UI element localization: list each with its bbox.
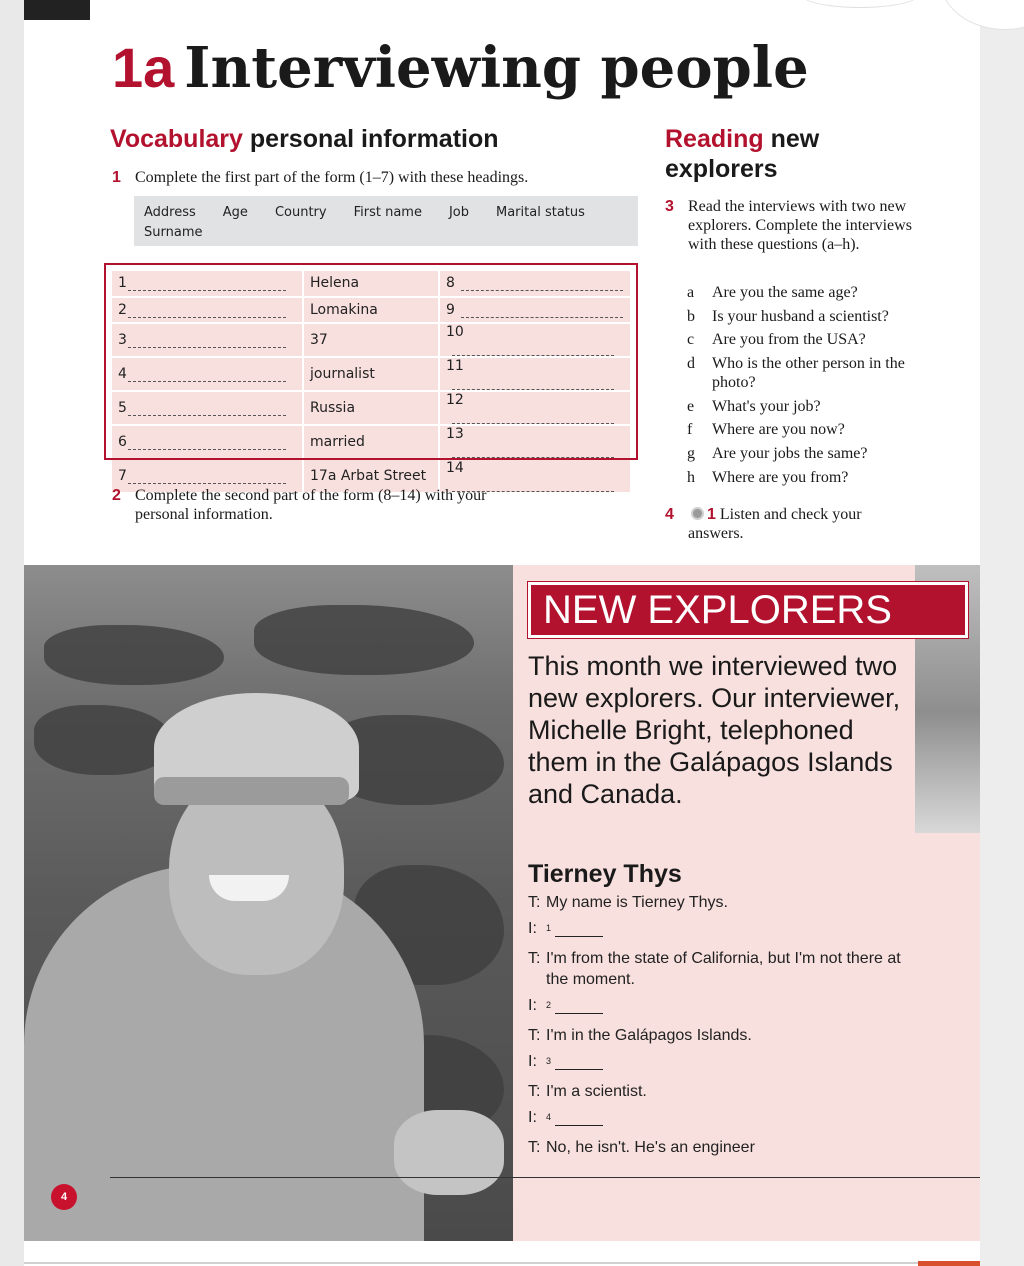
answer-line[interactable] (461, 304, 623, 318)
question-item (687, 444, 927, 463)
exercise-number: 2 (112, 487, 121, 504)
answer-line[interactable] (461, 277, 623, 291)
form-row (112, 426, 630, 458)
article-intro: This month we interviewed two new explorers. Our interviewer, Michelle Bright, telephoned them in the Galápagos Islands and Canada. (528, 651, 901, 809)
exercise-instruction (688, 505, 915, 543)
reading-heading-topic-2: explorers (665, 155, 778, 183)
page-title (112, 35, 809, 101)
question-text: What's your job? (712, 397, 821, 415)
photo-cap-brim (154, 777, 349, 805)
row-number: 1 (118, 275, 127, 292)
question-letter: c (687, 331, 695, 349)
question-letter: h (687, 468, 695, 486)
row-number: 3 (118, 332, 127, 348)
form-row (112, 324, 630, 356)
reading-heading-red: Reading (665, 125, 764, 153)
exercise-number: 4 (665, 506, 674, 523)
row-number: 5 (118, 400, 127, 416)
vocabulary-heading-topic: personal information (249, 125, 499, 153)
heading-word: Surname (144, 225, 203, 240)
page-bottom-edge (24, 1262, 980, 1264)
form-row (112, 271, 630, 296)
form-row (112, 392, 630, 424)
answer-line[interactable] (128, 470, 286, 484)
answer-line[interactable] (128, 304, 286, 318)
answer-line[interactable] (452, 376, 614, 390)
row-number: 4 (118, 366, 127, 382)
question-letter: a (687, 284, 695, 301)
answer-line[interactable] (128, 368, 286, 382)
question-text: Are you from the USA? (712, 331, 866, 349)
audio-cd-icon[interactable] (691, 507, 704, 520)
exercise-text: Listen and check your answers. (688, 506, 862, 542)
row-number: 10 (446, 324, 464, 340)
exercise-4 (665, 505, 915, 543)
exercise-instruction: Complete the first part of the form (1–7) with these headings. (135, 169, 529, 186)
question-item (687, 468, 927, 487)
row-number: 6 (118, 434, 127, 450)
question-text: Where are you now? (712, 421, 845, 439)
form-value: Russia (304, 392, 438, 424)
form-value: Helena (304, 271, 438, 296)
page-number: 4 (51, 1184, 77, 1210)
answer-gap[interactable] (555, 1004, 603, 1014)
dialogue-text: I'm in the Galápagos Islands. (546, 1027, 752, 1044)
question-letter: e (687, 397, 695, 415)
heading-word: Age (222, 205, 248, 220)
dialogue-text: I'm from the state of California, but I'm not there at the moment. (546, 950, 901, 988)
heading-word: Country (274, 205, 327, 220)
exercise-instruction: Read the interviews with two new explorers. Complete the interviews with these questions (a–h). (688, 198, 912, 253)
form-heading-slot (112, 392, 302, 424)
form-answer-slot (440, 358, 630, 390)
gap-number: 1 (546, 923, 552, 933)
form-heading-slot (112, 271, 302, 296)
exercise-number: 3 (665, 198, 674, 215)
form-heading-slot (112, 298, 302, 323)
photo-rock (254, 605, 474, 675)
exercise-instruction: Complete the second part of the form (8–14) with your personal information. (135, 487, 487, 523)
heading-word: Marital status (496, 205, 585, 220)
reading-heading (665, 124, 885, 184)
dialogue-text: My name is Tierney Thys. (546, 894, 728, 911)
row-number: 7 (118, 468, 127, 484)
speaker-label: I: (528, 1109, 537, 1126)
dialogue-line (528, 1051, 908, 1076)
photo-rock (34, 705, 174, 775)
answer-gap[interactable] (555, 1060, 603, 1070)
gap-number: 3 (546, 1056, 552, 1066)
headings-word-box (134, 196, 638, 246)
question-letter: g (687, 445, 695, 463)
question-list (687, 283, 927, 492)
row-number: 9 (446, 301, 455, 318)
answer-line[interactable] (128, 334, 286, 348)
speaker-label: T: (528, 894, 541, 911)
vocabulary-heading (110, 124, 499, 154)
speaker-label: I: (528, 997, 537, 1014)
speaker-label: T: (528, 1083, 541, 1100)
lesson-code: 1a (112, 36, 175, 99)
question-text: Are your jobs the same? (712, 445, 868, 463)
row-number: 8 (446, 275, 455, 292)
question-letter: f (687, 421, 693, 439)
heading-word: First name (353, 205, 422, 220)
heading-word: Job (448, 205, 469, 220)
form-row (112, 298, 630, 323)
right-margin (980, 0, 1024, 1266)
question-item (687, 307, 927, 326)
row-number: 13 (446, 426, 464, 442)
dialogue-line (528, 1081, 908, 1102)
row-number: 2 (118, 301, 127, 318)
reading-heading-topic-1: new (770, 125, 820, 153)
form-row (112, 358, 630, 390)
article-banner: NEW EXPLORERS (528, 582, 968, 638)
row-number: 14 (446, 460, 464, 476)
answer-line[interactable] (128, 402, 286, 416)
answer-line[interactable] (452, 342, 614, 356)
divider (110, 1177, 980, 1178)
dialogue-line (528, 892, 908, 913)
question-text: Is your husband a scientist? (712, 307, 889, 325)
question-item (687, 397, 927, 416)
form-answer-slot (440, 271, 630, 296)
photo-hand (394, 1110, 504, 1195)
answer-line[interactable] (452, 444, 614, 458)
question-text: Where are you from? (712, 468, 849, 486)
personal-info-form (104, 263, 638, 484)
interview-dialogue (528, 892, 908, 1163)
gap-number: 4 (546, 1112, 552, 1122)
answer-line[interactable] (128, 277, 286, 291)
form-answer-slot (440, 324, 630, 356)
form-value: 17a Arbat Street (304, 460, 438, 492)
form-answer-slot (440, 392, 630, 424)
dialogue-line (528, 1107, 908, 1132)
question-item (687, 330, 927, 349)
question-item (687, 420, 927, 439)
form-heading-slot (112, 324, 302, 356)
interviewee-name: Tierney Thys (528, 860, 682, 888)
answer-gap[interactable] (555, 927, 603, 937)
question-letter: b (687, 307, 695, 325)
page-bottom-tab (918, 1261, 980, 1266)
photo-rock (44, 625, 224, 685)
form-answer-slot (440, 426, 630, 458)
question-text: Are you the same age? (712, 284, 858, 301)
speaker-label: T: (528, 1139, 541, 1156)
dialogue-line (528, 918, 908, 943)
gap-number: 2 (546, 1000, 552, 1010)
question-text: Who is the other person in the photo? (712, 355, 905, 392)
speaker-label: I: (528, 920, 537, 937)
form-value: married (304, 426, 438, 458)
heading-word: Address (144, 205, 196, 220)
form-value: journalist (304, 358, 438, 390)
speaker-label: I: (528, 1053, 537, 1070)
speaker-label: T: (528, 950, 541, 967)
speaker-label: T: (528, 1027, 541, 1044)
row-number: 11 (446, 358, 464, 374)
exercise-3 (665, 197, 915, 254)
form-value: Lomakina (304, 298, 438, 323)
dialogue-line (528, 1025, 908, 1046)
question-item (687, 354, 927, 392)
explorer-photo (24, 565, 513, 1241)
dialogue-text: I'm a scientist. (546, 1083, 647, 1100)
answer-line[interactable] (128, 436, 286, 450)
exercise-2 (112, 486, 532, 524)
lesson-title: Interviewing people (184, 35, 809, 101)
question-letter: d (687, 355, 695, 373)
dialogue-line (528, 995, 908, 1020)
dialogue-line (528, 1137, 908, 1158)
form-heading-slot (112, 358, 302, 390)
form-value: 37 (304, 324, 438, 356)
top-tab (24, 0, 90, 20)
exercise-1 (112, 168, 632, 187)
form-heading-slot (112, 426, 302, 458)
form-answer-slot (440, 298, 630, 323)
question-item (687, 283, 927, 302)
vocabulary-heading-red: Vocabulary (110, 125, 243, 153)
dialogue-line (528, 948, 908, 990)
exercise-number: 1 (112, 169, 121, 186)
answer-line[interactable] (452, 410, 614, 424)
dialogue-text: No, he isn't. He's an engineer (546, 1139, 755, 1156)
row-number: 12 (446, 392, 464, 408)
answer-gap[interactable] (555, 1116, 603, 1126)
audio-track-number: 1 (707, 506, 716, 523)
